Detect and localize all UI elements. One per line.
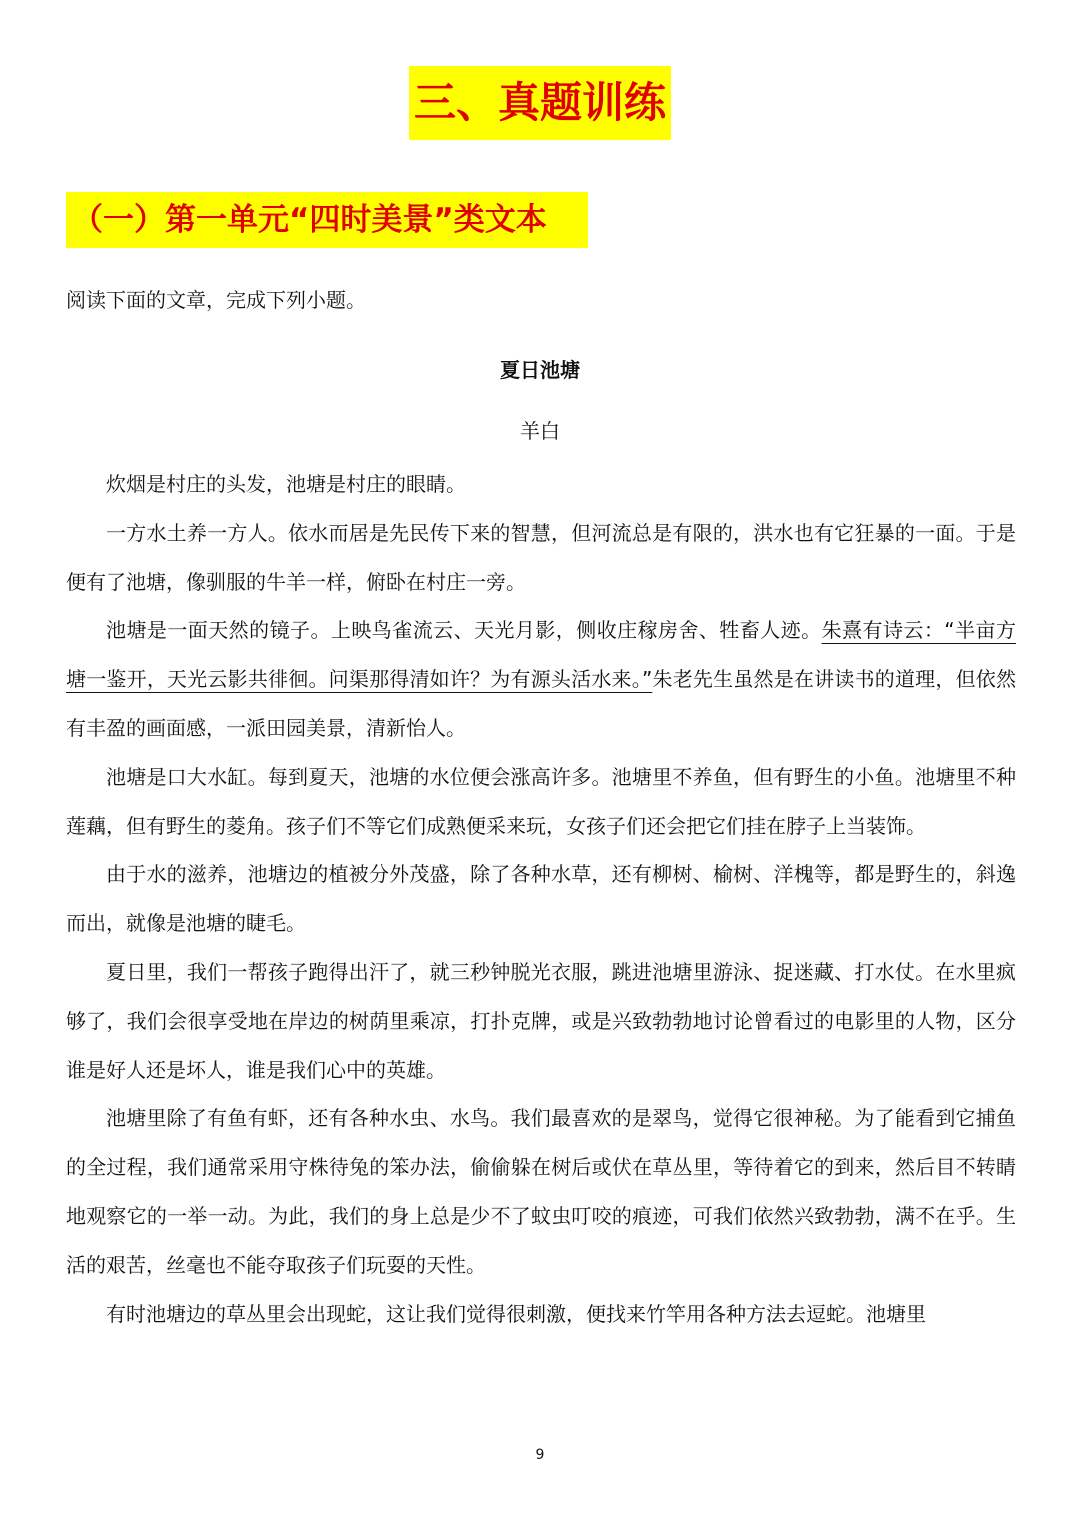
paragraph: 夏日里，我们一帮孩子跑得出汗了，就三秒钟脱光衣服，跳进池塘里游泳、捉迷藏、打水仗。在水里疯够了，我们会很享受地在岸边的树荫里乘凉，打扑克牌，或是兴致勃勃地讨论曾看过的电影里的人物，区分谁是好人还是坏人，谁是我们心中的英雄。: [66, 959, 1016, 1082]
paragraph: 由于水的滋养，池塘边的植被分外茂盛，除了各种水草，还有柳树、榆树、洋槐等，都是野生的，斜逸而出，就像是池塘的睫毛。: [66, 862, 1016, 936]
instruction-text: 阅读下面的文章，完成下列小题。: [66, 288, 366, 312]
paragraph: 池塘是口大水缸。每到夏天，池塘的水位便会涨高许多。池塘里不养鱼，但有野生的小鱼。池塘里不种莲藕，但有野生的菱角。孩子们不等它们成熟便采来玩，女孩子们还会把它们挂在脖子上当装饰。: [66, 764, 1016, 838]
paragraph: 炊烟是村庄的头发，池塘是村庄的眼睛。: [106, 472, 466, 496]
paragraph: 一方水土养一方人。依水而居是先民传下来的智慧，但河流总是有限的，洪水也有它狂暴的一面。于是便有了池塘，像驯服的牛羊一样，俯卧在村庄一旁。: [66, 520, 1016, 594]
paragraph: 有时池塘边的草丛里会出现蛇，这让我们觉得很刺激，便找来竹竿用各种方法去逗蛇。池塘里: [106, 1301, 926, 1326]
paragraph: 池塘里除了有鱼有虾，还有各种水虫、水鸟。我们最喜欢的是翠鸟，觉得它很神秘。为了能看到它捕鱼的全过程，我们通常采用守株待兔的笨办法，偷偷躲在树后或伏在草丛里，等待着它的到来，然后目不转睛地观察它的一举一动。为此，我们的身上总是少不了蚊虫叮咬的痕迹，可我们依然兴致勃勃，满不在乎。生活的艰苦，丝毫也不能夺取孩子们玩耍的天性。: [66, 1106, 1016, 1277]
paragraph: [66, 606, 1016, 752]
subsection-title: （一）第一单元“四时美景”类文本: [66, 192, 588, 248]
paragraph-segment: 池塘是一面天然的镜子。上映鸟雀流云、天光月影，侧收庄稼房舍、牲畜人迹。: [106, 618, 822, 643]
section-title: 三、真题训练: [409, 66, 671, 140]
underlined-quote: 朱熹有诗云：“半亩方塘一鉴开，天光云影共徘徊。问渠那得清如许？为有源头活水来。”: [66, 618, 1017, 692]
paragraph-segment: 朱老先生虽然是在讲读书的道理，但依然有丰盈的画面感，一派田园美景，清新怡人。: [66, 667, 1016, 740]
article-body: [66, 460, 1016, 1338]
article-author: 羊白: [520, 419, 560, 443]
page-number: 9: [535, 1447, 545, 1463]
article-title: 夏日池塘: [500, 358, 580, 382]
